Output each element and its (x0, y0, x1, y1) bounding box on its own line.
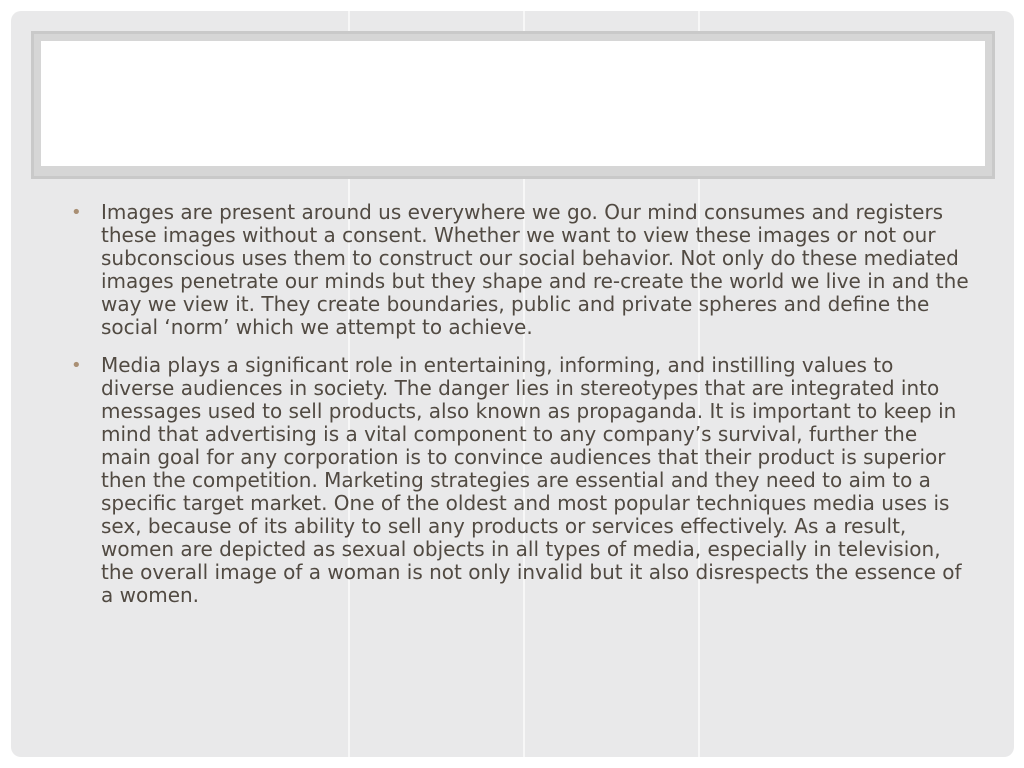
bullet-marker: • (71, 202, 82, 223)
bullet-text: Images are present around us everywhere we go. Our mind consumes and registers these images without a consent. Whether we want to view these images or not our subconscious uses them to construct our social behavior. Not only do these mediated images penetrate our minds but they shape and re-create the world we live in and the way we view it. They create boundaries, public and private spheres and define the social ‘norm’ which we attempt to achieve. (101, 200, 969, 339)
bullet-text: Media plays a significant role in entertaining, informing, and instilling values to diverse audiences in society. The danger lies in stereotypes that are integrated into messages used to sell products, also known as propaganda. It is important to keep in mind that advertising is a vital component to any company’s survival, further the main goal for any corporation is to convince audiences that their product is superior then the competition. Marketing strategies are essential and they need to aim to a specific target market. One of the oldest and most popular techniques media uses is sex, because of its ability to sell any products or services effectively. As a result, women are depicted as sexual objects in all types of media, especially in television, the overall image of a woman is not only invalid but it also disrespects the essence of a women. (101, 353, 962, 607)
bullet-item (71, 354, 971, 607)
slide (11, 11, 1014, 757)
content-body (71, 201, 971, 622)
bullet-item (71, 201, 971, 339)
bullet-marker: • (71, 355, 82, 376)
title-placeholder-frame (31, 31, 995, 179)
title-placeholder (41, 41, 985, 166)
